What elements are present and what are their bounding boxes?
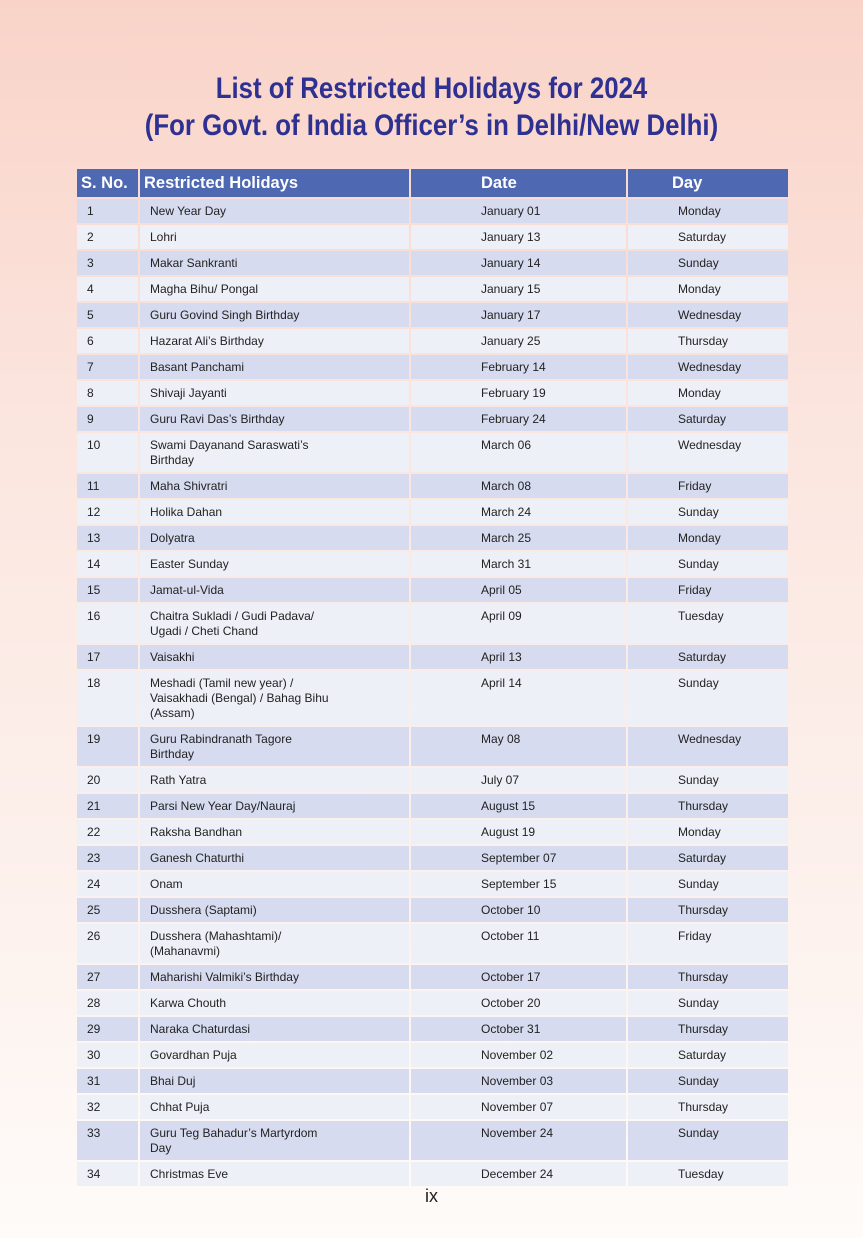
cell-date: March 06: [411, 433, 626, 472]
cell-day: Sunday: [628, 500, 788, 524]
table-row: [77, 820, 788, 844]
cell-holiday: Hazarat Ali’s Birthday: [140, 329, 409, 353]
cell-day: Monday: [628, 381, 788, 405]
table-row: [77, 1069, 788, 1093]
table-header-row: [77, 169, 788, 197]
cell-day: Thursday: [628, 794, 788, 818]
cell-day: Wednesday: [628, 355, 788, 379]
cell-day: Monday: [628, 526, 788, 550]
cell-holiday: Basant Panchami: [140, 355, 409, 379]
table-row: [77, 794, 788, 818]
cell-sno: 10: [77, 433, 138, 472]
table-row: [77, 965, 788, 989]
cell-holiday: Guru Rabindranath Tagore Birthday: [140, 727, 409, 766]
cell-date: January 17: [411, 303, 626, 327]
table-row: [77, 578, 788, 602]
cell-day: Sunday: [628, 768, 788, 792]
table-row: [77, 251, 788, 275]
cell-sno: 12: [77, 500, 138, 524]
table-row: [77, 355, 788, 379]
table-row: [77, 500, 788, 524]
cell-day: Wednesday: [628, 303, 788, 327]
table-row: [77, 1043, 788, 1067]
table-row: [77, 303, 788, 327]
header-holiday: Restricted Holidays: [140, 169, 409, 197]
page-title: [60, 70, 802, 144]
cell-holiday: Chhat Puja: [140, 1095, 409, 1119]
cell-day: Friday: [628, 924, 788, 963]
cell-holiday: Ganesh Chaturthi: [140, 846, 409, 870]
cell-date: October 20: [411, 991, 626, 1015]
table-row: [77, 645, 788, 669]
cell-date: March 31: [411, 552, 626, 576]
cell-day: Friday: [628, 474, 788, 498]
cell-day: Sunday: [628, 991, 788, 1015]
cell-date: May 08: [411, 727, 626, 766]
cell-sno: 26: [77, 924, 138, 963]
cell-day: Thursday: [628, 898, 788, 922]
table-row: [77, 552, 788, 576]
cell-date: February 24: [411, 407, 626, 431]
cell-date: February 14: [411, 355, 626, 379]
cell-sno: 28: [77, 991, 138, 1015]
cell-date: April 13: [411, 645, 626, 669]
cell-day: Monday: [628, 199, 788, 223]
table-body: [77, 199, 788, 1186]
holidays-table: [75, 167, 790, 1188]
cell-holiday: Govardhan Puja: [140, 1043, 409, 1067]
table-row: [77, 1121, 788, 1160]
cell-holiday: Vaisakhi: [140, 645, 409, 669]
cell-sno: 4: [77, 277, 138, 301]
table-row: [77, 1017, 788, 1041]
cell-holiday: Guru Teg Bahadur’s Martyrdom Day: [140, 1121, 409, 1160]
cell-date: August 15: [411, 794, 626, 818]
cell-holiday: Raksha Bandhan: [140, 820, 409, 844]
cell-sno: 33: [77, 1121, 138, 1160]
cell-day: Tuesday: [628, 1162, 788, 1186]
cell-sno: 31: [77, 1069, 138, 1093]
cell-date: January 13: [411, 225, 626, 249]
cell-date: February 19: [411, 381, 626, 405]
cell-day: Wednesday: [628, 727, 788, 766]
table-row: [77, 872, 788, 896]
table-row: [77, 433, 788, 472]
cell-day: Sunday: [628, 552, 788, 576]
cell-date: October 10: [411, 898, 626, 922]
cell-sno: 20: [77, 768, 138, 792]
cell-sno: 5: [77, 303, 138, 327]
cell-day: Friday: [628, 578, 788, 602]
cell-date: January 14: [411, 251, 626, 275]
title-line-2: (For Govt. of India Officer’s in Delhi/New Delhi): [144, 109, 719, 142]
cell-sno: 24: [77, 872, 138, 896]
cell-sno: 32: [77, 1095, 138, 1119]
cell-sno: 9: [77, 407, 138, 431]
cell-day: Thursday: [628, 1017, 788, 1041]
cell-holiday: Meshadi (Tamil new year) / Vaisakhadi (Bengal) / Bahag Bihu (Assam): [140, 671, 409, 725]
table-row: [77, 727, 788, 766]
cell-date: November 24: [411, 1121, 626, 1160]
cell-sno: 2: [77, 225, 138, 249]
cell-holiday: Maha Shivratri: [140, 474, 409, 498]
cell-date: March 25: [411, 526, 626, 550]
table-row: [77, 898, 788, 922]
cell-date: July 07: [411, 768, 626, 792]
cell-sno: 14: [77, 552, 138, 576]
cell-day: Sunday: [628, 671, 788, 725]
cell-date: October 11: [411, 924, 626, 963]
cell-holiday: Maharishi Valmiki’s Birthday: [140, 965, 409, 989]
cell-sno: 25: [77, 898, 138, 922]
cell-day: Saturday: [628, 846, 788, 870]
cell-sno: 23: [77, 846, 138, 870]
cell-holiday: Dusshera (Mahashtami)/ (Mahanavmi): [140, 924, 409, 963]
cell-day: Saturday: [628, 645, 788, 669]
cell-day: Sunday: [628, 1069, 788, 1093]
cell-date: March 24: [411, 500, 626, 524]
cell-date: October 31: [411, 1017, 626, 1041]
table-row: [77, 225, 788, 249]
cell-sno: 21: [77, 794, 138, 818]
cell-date: November 02: [411, 1043, 626, 1067]
cell-sno: 1: [77, 199, 138, 223]
cell-sno: 22: [77, 820, 138, 844]
cell-holiday: Chaitra Sukladi / Gudi Padava/ Ugadi / Cheti Chand: [140, 604, 409, 643]
cell-sno: 15: [77, 578, 138, 602]
table-row: [77, 474, 788, 498]
header-day: Day: [628, 169, 788, 197]
cell-day: Thursday: [628, 965, 788, 989]
table-row: [77, 1162, 788, 1186]
cell-date: September 07: [411, 846, 626, 870]
table-row: [77, 924, 788, 963]
table-row: [77, 199, 788, 223]
table-row: [77, 277, 788, 301]
cell-day: Saturday: [628, 225, 788, 249]
cell-holiday: New Year Day: [140, 199, 409, 223]
cell-day: Sunday: [628, 1121, 788, 1160]
table-row: [77, 846, 788, 870]
cell-holiday: Karwa Chouth: [140, 991, 409, 1015]
cell-holiday: Magha Bihu/ Pongal: [140, 277, 409, 301]
cell-holiday: Guru Govind Singh Birthday: [140, 303, 409, 327]
cell-holiday: Jamat-ul-Vida: [140, 578, 409, 602]
cell-sno: 7: [77, 355, 138, 379]
cell-date: April 14: [411, 671, 626, 725]
cell-day: Sunday: [628, 251, 788, 275]
table-row: [77, 671, 788, 725]
cell-holiday: Parsi New Year Day/Nauraj: [140, 794, 409, 818]
cell-holiday: Guru Ravi Das’s Birthday: [140, 407, 409, 431]
cell-holiday: Holika Dahan: [140, 500, 409, 524]
cell-day: Monday: [628, 277, 788, 301]
table-row: [77, 768, 788, 792]
cell-day: Tuesday: [628, 604, 788, 643]
table-row: [77, 991, 788, 1015]
cell-holiday: Shivaji Jayanti: [140, 381, 409, 405]
cell-date: November 07: [411, 1095, 626, 1119]
cell-date: December 24: [411, 1162, 626, 1186]
cell-holiday: Christmas Eve: [140, 1162, 409, 1186]
cell-sno: 30: [77, 1043, 138, 1067]
cell-sno: 17: [77, 645, 138, 669]
cell-day: Monday: [628, 820, 788, 844]
cell-sno: 3: [77, 251, 138, 275]
cell-date: January 15: [411, 277, 626, 301]
cell-date: January 01: [411, 199, 626, 223]
cell-sno: 27: [77, 965, 138, 989]
cell-holiday: Swami Dayanand Saraswati’s Birthday: [140, 433, 409, 472]
cell-holiday: Bhai Duj: [140, 1069, 409, 1093]
header-date: Date: [411, 169, 626, 197]
cell-holiday: Dolyatra: [140, 526, 409, 550]
cell-day: Thursday: [628, 1095, 788, 1119]
cell-holiday: Easter Sunday: [140, 552, 409, 576]
cell-holiday: Makar Sankranti: [140, 251, 409, 275]
cell-date: October 17: [411, 965, 626, 989]
page-number: ix: [425, 1186, 438, 1206]
table-row: [77, 1095, 788, 1119]
cell-holiday: Onam: [140, 872, 409, 896]
cell-sno: 11: [77, 474, 138, 498]
table-row: [77, 526, 788, 550]
table-row: [77, 329, 788, 353]
cell-day: Thursday: [628, 329, 788, 353]
cell-sno: 18: [77, 671, 138, 725]
cell-date: January 25: [411, 329, 626, 353]
title-line-1: List of Restricted Holidays for 2024: [215, 72, 648, 105]
cell-holiday: Naraka Chaturdasi: [140, 1017, 409, 1041]
cell-sno: 16: [77, 604, 138, 643]
cell-day: Sunday: [628, 872, 788, 896]
table-row: [77, 407, 788, 431]
header-sno: S. No.: [77, 169, 138, 197]
cell-holiday: Dusshera (Saptami): [140, 898, 409, 922]
cell-date: August 19: [411, 820, 626, 844]
cell-day: Saturday: [628, 1043, 788, 1067]
cell-date: September 15: [411, 872, 626, 896]
cell-date: April 09: [411, 604, 626, 643]
cell-date: March 08: [411, 474, 626, 498]
cell-day: Saturday: [628, 407, 788, 431]
cell-sno: 29: [77, 1017, 138, 1041]
cell-sno: 8: [77, 381, 138, 405]
table-row: [77, 604, 788, 643]
cell-sno: 6: [77, 329, 138, 353]
cell-holiday: Rath Yatra: [140, 768, 409, 792]
cell-day: Wednesday: [628, 433, 788, 472]
table-row: [77, 381, 788, 405]
cell-date: November 03: [411, 1069, 626, 1093]
cell-sno: 13: [77, 526, 138, 550]
cell-sno: 19: [77, 727, 138, 766]
cell-date: April 05: [411, 578, 626, 602]
cell-sno: 34: [77, 1162, 138, 1186]
cell-holiday: Lohri: [140, 225, 409, 249]
